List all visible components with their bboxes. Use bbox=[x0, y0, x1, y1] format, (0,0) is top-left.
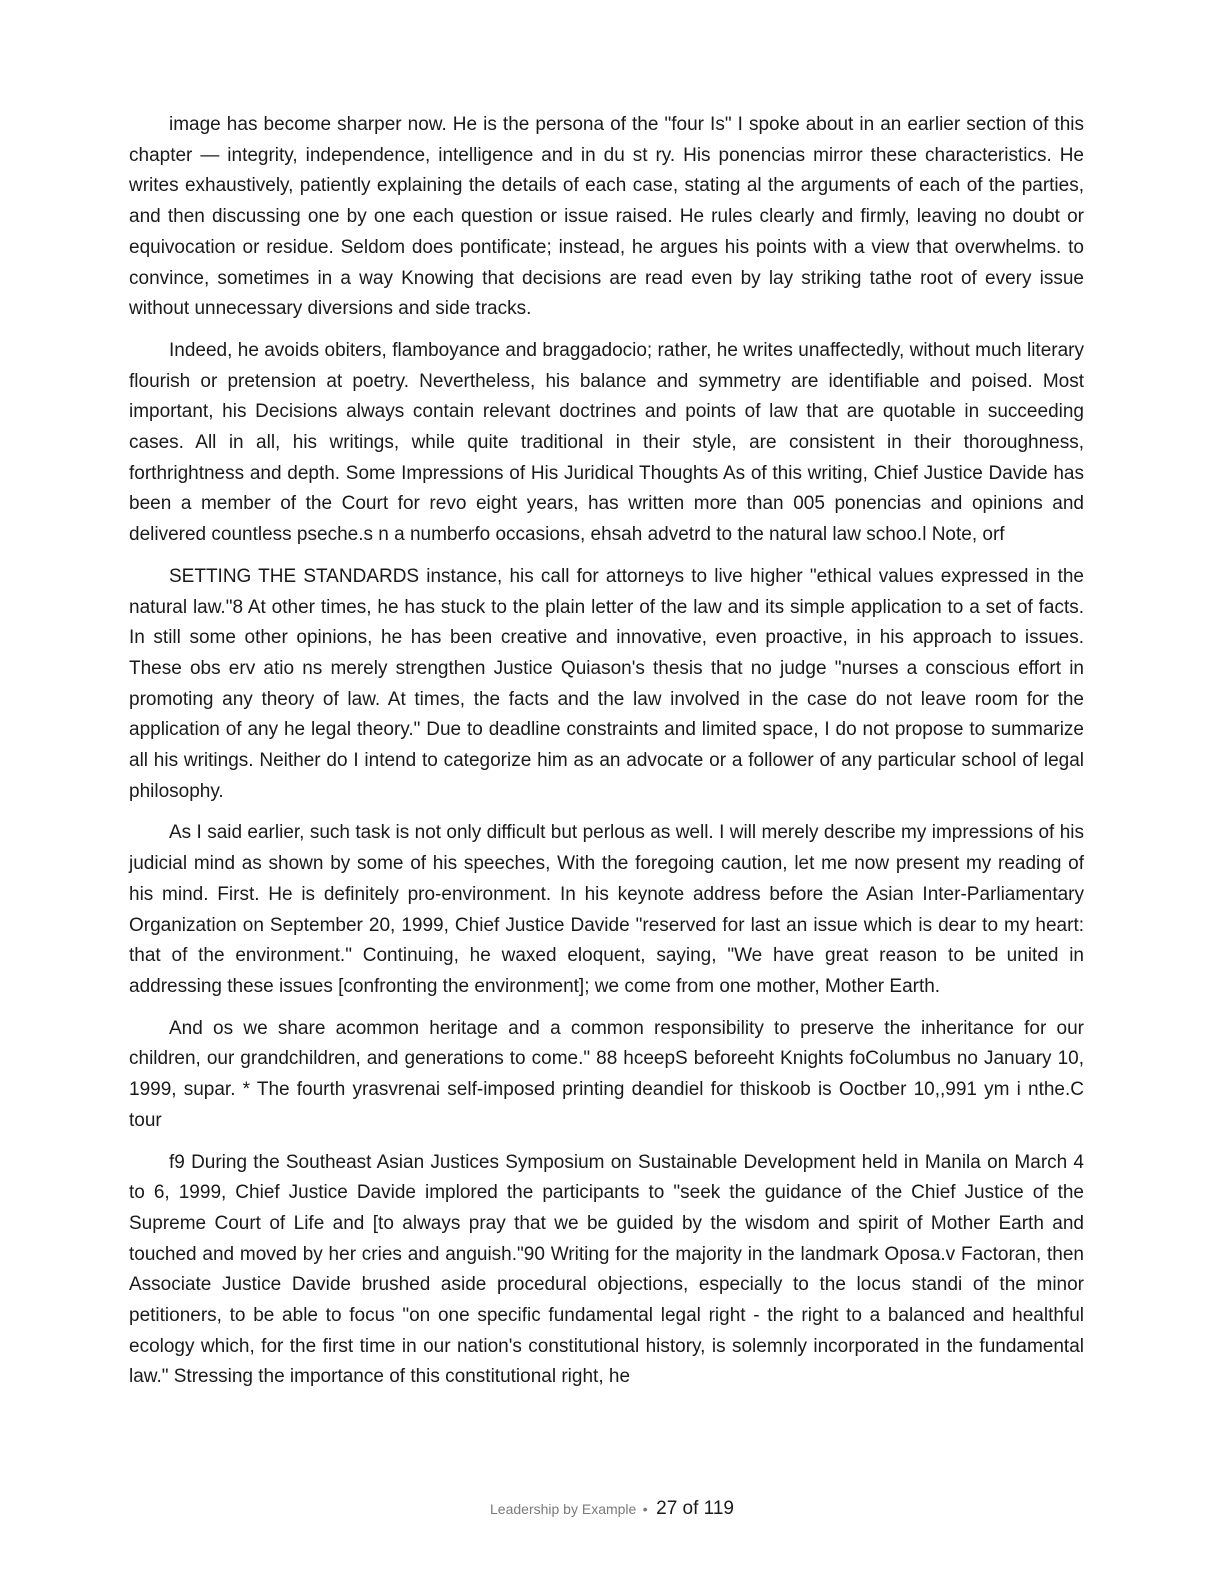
footer-book-title: Leadership by Example bbox=[490, 1501, 637, 1517]
body-text bbox=[129, 110, 1084, 1404]
page-number: 27 of 119 bbox=[656, 1498, 734, 1519]
paragraph-1: image has become sharper now. He is the persona of the "four Is" I spoke about in an earlier section of this chapter — integrity, independence, intelligence and in du st ry. His ponencias mirror these characteristics. He writes exhaustively, patiently explaining the details of each case, stating al the arguments of each of the parties, and then discussing one by one each question or issue raised. He rules clearly and firmly, leaving no doubt or equivocation or residue. Seldom does pontificate; instead, he argues his points with a view that overwhelms. to convince, sometimes in a way Knowing that decisions are read even by lay striking tathe root of every issue without unnecessary diversions and side tracks. bbox=[129, 114, 1084, 320]
footer-bullet-separator: • bbox=[642, 1501, 648, 1517]
paragraph-4: As I said earlier, such task is not only difficult but perlous as well. I will merely describe my impressions of his judicial mind as shown by some of his speeches, With the foregoing caution, let me now present my reading of his mind. First. He is definitely pro-environment. In his keynote address before the Asian Inter-Parliamentary Organization on September 20, 1999, Chief Justice Davide "reserved for last an issue which is dear to my heart: that of the environment." Continuing, he waxed eloquent, saying, "We have great reason to be united in addressing these issues [confronting the environment]; we come from one mother, Mother Earth. bbox=[129, 822, 1084, 997]
paragraph-5: And os we share acommon heritage and a common responsibility to preserve the inheritance for our children, our grandchildren, and generations to come." 88 hceepS beforeeht Knights foColumbus no January 10, 1999, supar. * The fourth yrasvrenai self-imposed printing deandiel for thiskoob is Ooctber 10,,991 ym i nthe.C tour bbox=[129, 1017, 1084, 1131]
paragraph-6: f9 During the Southeast Asian Justices Symposium on Sustainable Development held in Manila on March 4 to 6, 1999, Chief Justice Davide implored the participants to "seek the guidance of the Chief Justice of the Supreme Court of Life and [to always pray that we be guided by the wisdom and spirit of Mother Earth and touched and moved by her cries and anguish."90 Writing for the majority in the landmark Oposa.v Factoran, then Associate Justice Davide brushed aside procedural objections, especially to the locus standi of the minor petitioners, to be able to focus "on one specific fundamental legal right - the right to a balanced and healthful ecology which, for the first time in our nation's constitutional history, is solemnly incorporated in the fundamental law." Stressing the importance of this constitutional right, he bbox=[129, 1151, 1084, 1388]
paragraph-3: SETTING THE STANDARDS instance, his call for attorneys to live higher "ethical values expressed in the natural law."8 At other times, he has stuck to the plain letter of the law and its simple application to a set of facts. In still some other opinions, he has been creative and innovative, even proactive, in his approach to issues. These obs erv atio ns merely strengthen Justice Quiason's thesis that no judge "nurses a conscious effort in promoting any theory of law. At times, the facts and the law involved in the case do not leave room for the application of any he legal theory." Due to deadline constraints and limited space, I do not propose to summarize all his writings. Neither do I intend to categorize him as an advocate or a follower of any particular school of legal philosophy. bbox=[129, 565, 1084, 802]
paragraph-2: Indeed, he avoids obiters, flamboyance and braggadocio; rather, he writes unaffectedly, without much literary flourish or pretension at poetry. Nevertheless, his balance and symmetry are identifiable and poised. Most important, his Decisions always contain relevant doctrines and points of law that are quotable in succeeding cases. All in all, his writings, while quite traditional in their style, are consistent in their thoroughness, forthrightness and depth. Some Impressions of His Juridical Thoughts As of this writing, Chief Justice Davide has been a member of the Court for revo eight years, has written more than 005 ponencias and opinions and delivered countless pseche.s n a numberfo occasions, ehsah advetrd to the natural law schoo.l Note, orf bbox=[129, 339, 1084, 546]
page-footer bbox=[0, 1498, 1224, 1520]
